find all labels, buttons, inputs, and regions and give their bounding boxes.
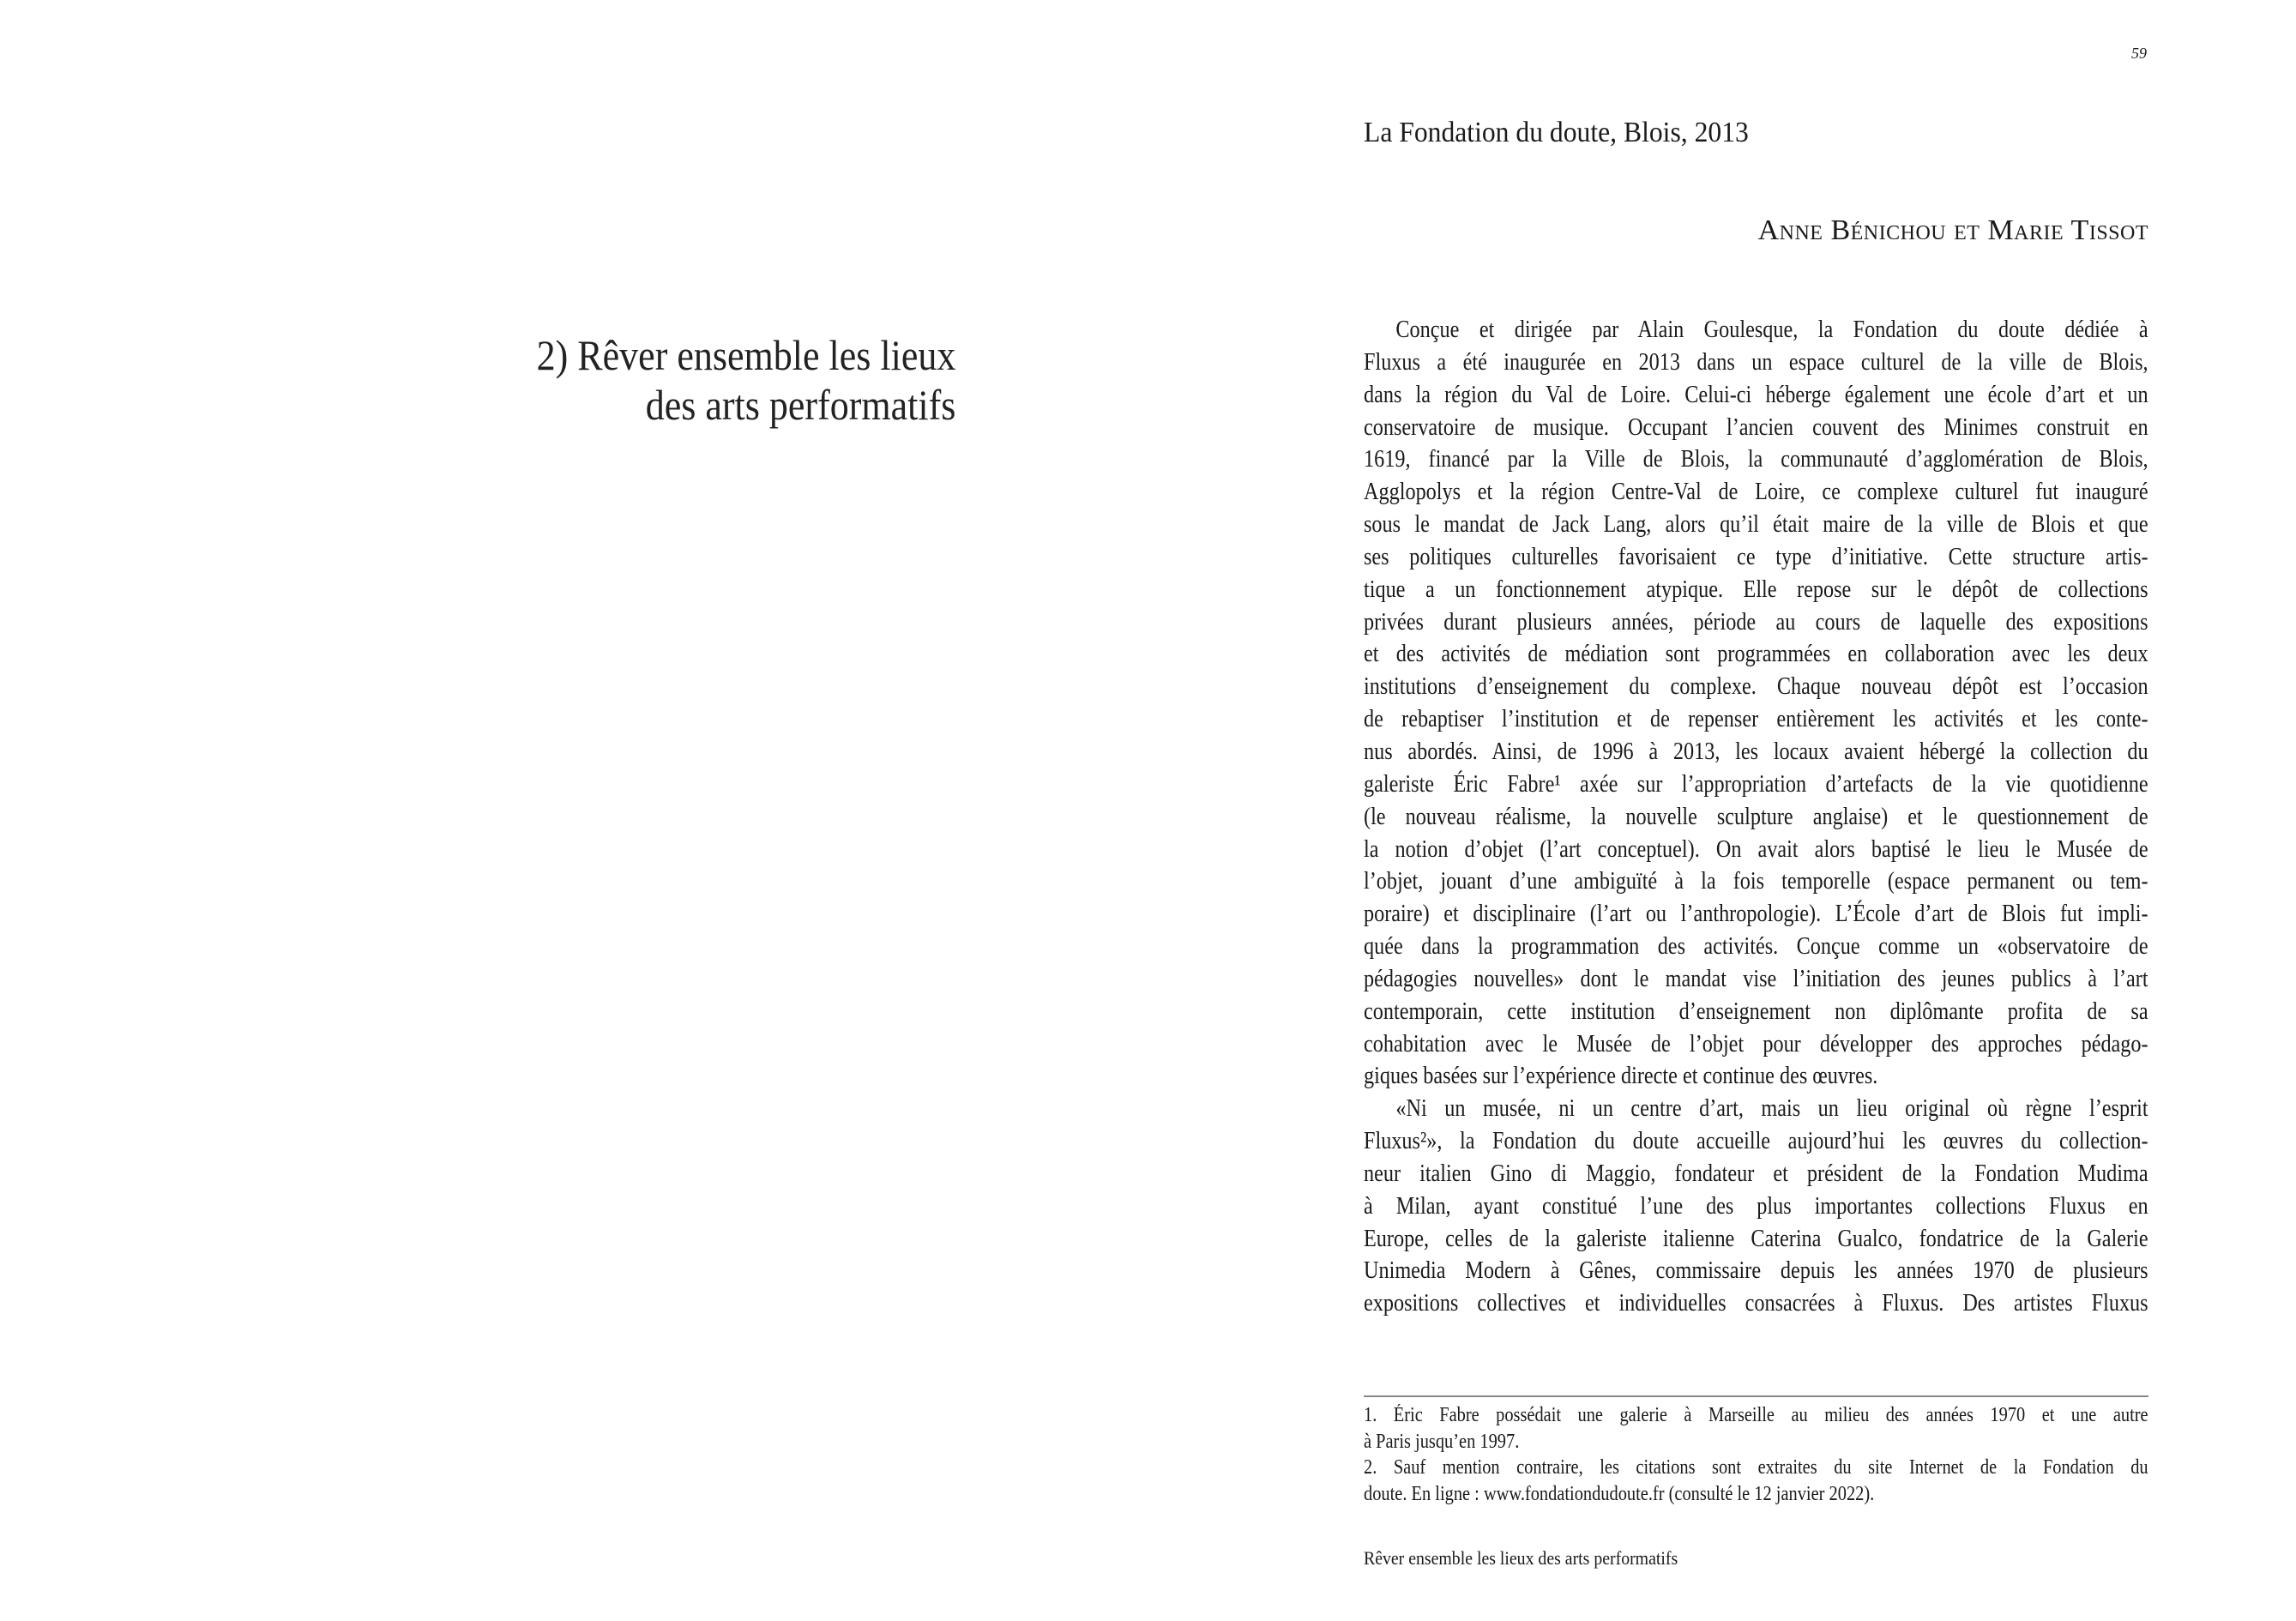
text-line: pédagogies nouvelles» dont le mandat vise l’initiation des jeunes publics à l’art [1364, 965, 2148, 992]
page-number: 59 [2131, 45, 2147, 62]
text-line: sous le mandat de Jack Lang, alors qu’il était maire de la ville de Blois et que [1364, 511, 2148, 539]
text-line: de rebaptiser l’institution et de repenser entièrement les activités et les conte- [1364, 706, 2148, 733]
text-line: conservatoire de musique. Occupant l’ancien couvent des Minimes construit en [1364, 413, 2148, 441]
footnote-divider [1364, 1395, 2148, 1397]
running-footer: Rêver ensemble les lieux des arts performatifs [1364, 1547, 1678, 1569]
text-line: neur italien Gino di Maggio, fondateur et président de la Fondation Mudima [1364, 1160, 2148, 1187]
text-line: cohabitation avec le Musée de l’objet pour développer des approches pédago- [1364, 1030, 2148, 1058]
text-line: quée dans la programmation des activités. Conçue comme un «observatoire de [1364, 933, 2148, 961]
text-line: nus abordés. Ainsi, de 1996 à 2013, les locaux avaient hébergé la collection du [1364, 738, 2148, 765]
text-line: institutions d’enseignement du complexe. Chaque nouveau dépôt est l’occasion [1364, 673, 2148, 701]
text-line: à Milan, ayant constitué l’une des plus importantes collections Fluxus en [1364, 1192, 2148, 1220]
text-line: giques basées sur l’expérience directe et continue des œuvres. [1364, 1063, 1878, 1090]
footnote-line: 1. Éric Fabre possédait une galerie à Marseille au milieu des années 1970 et une autre [1364, 1404, 2148, 1426]
text-line: «Ni un musée, ni un centre d’art, mais un lieu original où règne l’esprit [1395, 1095, 2148, 1123]
paragraph [1364, 314, 2148, 1093]
text-line: Europe, celles de la galeriste italienne Caterina Gualco, fondatrice de la Galerie [1364, 1225, 2148, 1252]
text-line: poraire) et disciplinaire (l’art ou l’anthropologie). L’École d’art de Blois fut impli- [1364, 901, 2148, 928]
text-line: privées durant plusieurs années, période au cours de laquelle des expositions [1364, 608, 2148, 636]
chapter-title-line: des arts performatifs [645, 381, 955, 429]
text-line: Unimedia Modern à Gênes, commissaire depuis les années 1970 de plusieurs [1364, 1257, 2148, 1285]
article-body [1364, 314, 2148, 1320]
footnote-line: à Paris jusqu’en 1997. [1364, 1430, 1520, 1453]
text-line: 1619, financé par la Ville de Blois, la communauté d’agglomération de Blois, [1364, 446, 2148, 473]
text-line: Fluxus a été inaugurée en 2013 dans un espace culturel de la ville de Blois, [1364, 348, 2148, 376]
text-line: contemporain, cette institution d’enseignement non diplômante profita de sa [1364, 997, 2148, 1025]
text-line: Fluxus²», la Fondation du doute accueille aujourd’hui les œuvres du collection- [1364, 1128, 2148, 1155]
footnote-line: 2. Sauf mention contraire, les citations sont extraites du site Internet de la Fondation du [1364, 1456, 2148, 1479]
text-line: (le nouveau réalisme, la nouvelle sculpture anglaise) et le questionnement de [1364, 803, 2148, 830]
article-title: La Fondation du doute, Blois, 2013 [1364, 117, 1749, 148]
chapter-title-line: 2) Rêver ensemble les lieux [536, 331, 955, 379]
text-line: Conçue et dirigée par Alain Goulesque, la Fondation du doute dédiée à [1395, 316, 2148, 343]
text-line: et des activités de médiation sont programmées en collaboration avec les deux [1364, 641, 2148, 668]
footnotes [1364, 1402, 2148, 1507]
text-line: tique a un fonctionnement atypique. Elle repose sur le dépôt de collections [1364, 575, 2148, 603]
text-line: expositions collectives et individuelles consacrées à Fluxus. Des artistes Fluxus [1364, 1290, 2148, 1317]
text-line: l’objet, jouant d’une ambiguïté à la fois temporelle (espace permanent ou tem- [1364, 868, 2148, 895]
text-line: Agglopolys et la région Centre-Val de Loire, ce complexe culturel fut inauguré [1364, 479, 2148, 506]
text-line: ses politiques culturelles favorisaient ce type d’initiative. Cette structure artis- [1364, 543, 2148, 570]
paragraph [1364, 1093, 2148, 1320]
chapter-title [536, 330, 955, 430]
text-line: dans la région du Val de Loire. Celui-ci héberge également une école d’art et un [1364, 381, 2148, 408]
article-authors: Anne Bénichou et Marie Tissot [1757, 214, 2148, 246]
text-line: galeriste Éric Fabre¹ axée sur l’appropriation d’artefacts de la vie quotidienne [1364, 770, 2148, 798]
footnote-line: doute. En ligne : www.fondationdudoute.fr (consulté le 12 janvier 2022). [1364, 1482, 1875, 1505]
text-line: la notion d’objet (l’art conceptuel). On avait alors baptisé le lieu le Musée de [1364, 835, 2148, 863]
